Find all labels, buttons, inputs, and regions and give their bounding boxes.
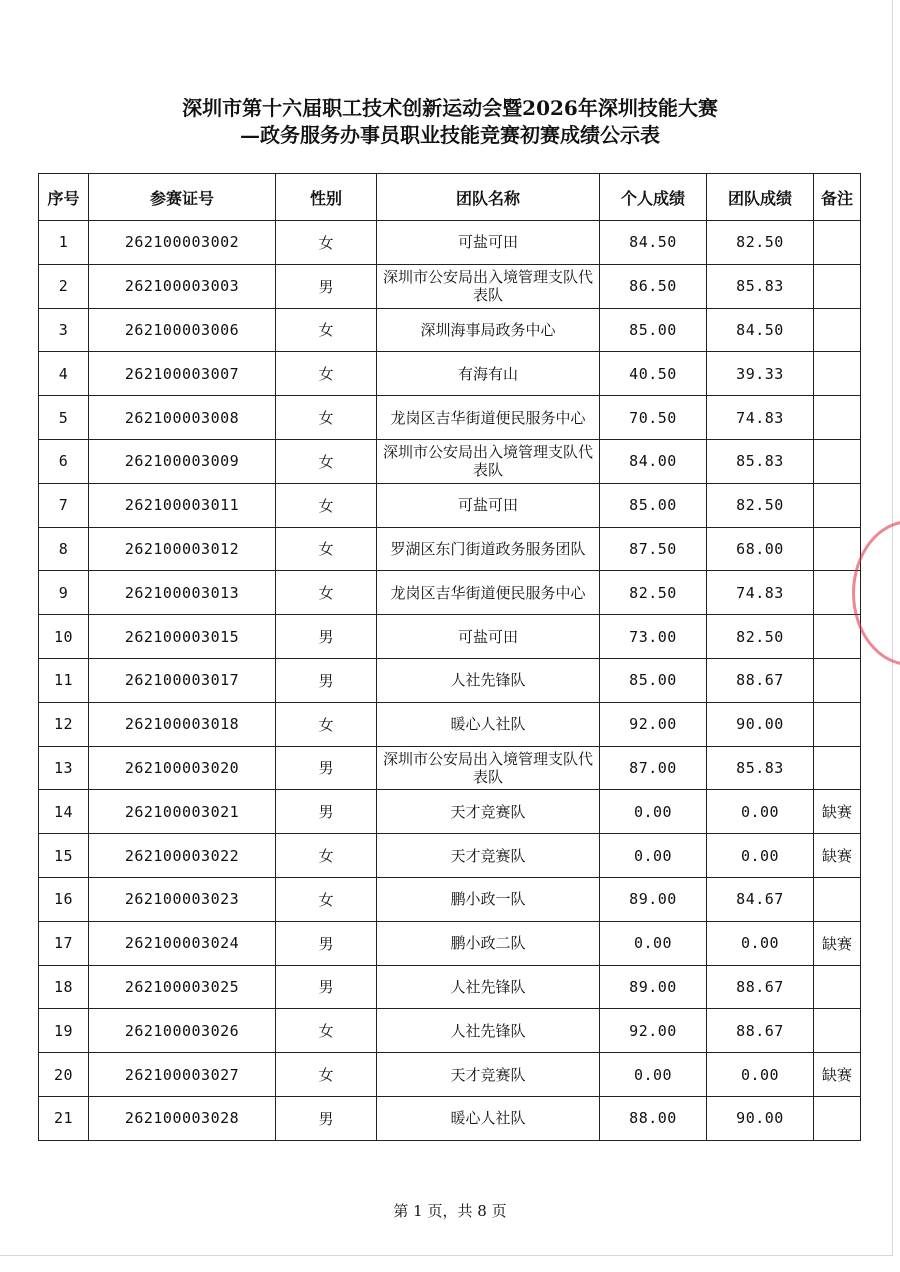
table-row [39, 1009, 861, 1053]
cell-team: 可盐可田 [377, 221, 600, 265]
cell-team-score: 0.00 [707, 834, 814, 878]
cell-team-score: 82.50 [707, 615, 814, 659]
cell-team: 可盐可田 [377, 483, 600, 527]
cell-note [814, 746, 861, 790]
cell-personal-score: 0.00 [600, 1053, 707, 1097]
cell-gender: 男 [276, 658, 377, 702]
cell-id: 262100003026 [89, 1009, 276, 1053]
cell-team-score: 84.67 [707, 877, 814, 921]
cell-no: 2 [39, 264, 89, 308]
cell-personal-score: 84.00 [600, 439, 707, 483]
cell-note: 缺赛 [814, 790, 861, 834]
cell-personal-score: 0.00 [600, 921, 707, 965]
table-row [39, 483, 861, 527]
cell-no: 5 [39, 396, 89, 440]
cell-gender: 男 [276, 921, 377, 965]
cell-id: 262100003021 [89, 790, 276, 834]
cell-note [814, 702, 861, 746]
cell-id: 262100003012 [89, 527, 276, 571]
cell-team: 人社先锋队 [377, 1009, 600, 1053]
cell-gender: 女 [276, 571, 377, 615]
cell-team-score: 39.33 [707, 352, 814, 396]
cell-gender: 女 [276, 439, 377, 483]
cell-personal-score: 89.00 [600, 965, 707, 1009]
table-row [39, 877, 861, 921]
header-personal-score: 个人成绩 [600, 174, 707, 221]
header-gender: 性别 [276, 174, 377, 221]
cell-note: 缺赛 [814, 1053, 861, 1097]
table-row [39, 790, 861, 834]
cell-team: 人社先锋队 [377, 658, 600, 702]
cell-team: 天才竞赛队 [377, 834, 600, 878]
cell-personal-score: 86.50 [600, 264, 707, 308]
table-row [39, 527, 861, 571]
cell-gender: 女 [276, 396, 377, 440]
cell-id: 262100003025 [89, 965, 276, 1009]
cell-team: 罗湖区东门街道政务服务团队 [377, 527, 600, 571]
cell-no: 20 [39, 1053, 89, 1097]
cell-gender: 男 [276, 746, 377, 790]
cell-team: 有海有山 [377, 352, 600, 396]
cell-note: 缺赛 [814, 834, 861, 878]
cell-team: 天才竞赛队 [377, 790, 600, 834]
cell-gender: 女 [276, 834, 377, 878]
cell-team-score: 85.83 [707, 264, 814, 308]
cell-team: 深圳市公安局出入境管理支队代表队 [377, 264, 600, 308]
page-footer: 第 1 页，共 8 页 [393, 1202, 507, 1220]
cell-personal-score: 88.00 [600, 1096, 707, 1140]
cell-team-score: 85.83 [707, 439, 814, 483]
cell-id: 262100003013 [89, 571, 276, 615]
cell-note [814, 264, 861, 308]
table-row [39, 221, 861, 265]
cell-no: 14 [39, 790, 89, 834]
cell-id: 262100003023 [89, 877, 276, 921]
table-row [39, 396, 861, 440]
cell-gender: 女 [276, 877, 377, 921]
cell-personal-score: 70.50 [600, 396, 707, 440]
cell-gender: 女 [276, 221, 377, 265]
cell-gender: 女 [276, 352, 377, 396]
table-row [39, 702, 861, 746]
cell-team: 龙岗区吉华街道便民服务中心 [377, 396, 600, 440]
cell-personal-score: 82.50 [600, 571, 707, 615]
cell-gender: 男 [276, 790, 377, 834]
cell-gender: 男 [276, 264, 377, 308]
cell-gender: 女 [276, 702, 377, 746]
cell-team: 天才竞赛队 [377, 1053, 600, 1097]
cell-note [814, 483, 861, 527]
cell-team: 深圳市公安局出入境管理支队代表队 [377, 439, 600, 483]
cell-team-score: 82.50 [707, 483, 814, 527]
cell-no: 13 [39, 746, 89, 790]
cell-team: 深圳海事局政务中心 [377, 308, 600, 352]
table-row [39, 921, 861, 965]
cell-personal-score: 84.50 [600, 221, 707, 265]
table-row [39, 439, 861, 483]
cell-team-score: 85.83 [707, 746, 814, 790]
cell-note [814, 308, 861, 352]
cell-note [814, 221, 861, 265]
cell-note [814, 396, 861, 440]
table-row [39, 1096, 861, 1140]
cell-gender: 女 [276, 1009, 377, 1053]
cell-team-score: 82.50 [707, 221, 814, 265]
table-row [39, 571, 861, 615]
cell-team-score: 68.00 [707, 527, 814, 571]
cell-team: 深圳市公安局出入境管理支队代表队 [377, 746, 600, 790]
cell-team-score: 0.00 [707, 1053, 814, 1097]
cell-note [814, 658, 861, 702]
cell-id: 262100003002 [89, 221, 276, 265]
cell-personal-score: 92.00 [600, 702, 707, 746]
cell-personal-score: 40.50 [600, 352, 707, 396]
cell-team-score: 84.50 [707, 308, 814, 352]
table-row [39, 264, 861, 308]
cell-team-score: 0.00 [707, 790, 814, 834]
cell-id: 262100003011 [89, 483, 276, 527]
cell-note: 缺赛 [814, 921, 861, 965]
cell-no: 21 [39, 1096, 89, 1140]
cell-team: 鹏小政一队 [377, 877, 600, 921]
cell-team: 暖心人社队 [377, 1096, 600, 1140]
cell-gender: 男 [276, 1096, 377, 1140]
cell-id: 262100003018 [89, 702, 276, 746]
cell-no: 15 [39, 834, 89, 878]
cell-team-score: 88.67 [707, 1009, 814, 1053]
cell-id: 262100003006 [89, 308, 276, 352]
cell-note [814, 439, 861, 483]
cell-team-score: 90.00 [707, 702, 814, 746]
cell-note [814, 352, 861, 396]
cell-note [814, 1096, 861, 1140]
cell-id: 262100003008 [89, 396, 276, 440]
cell-personal-score: 0.00 [600, 834, 707, 878]
cell-id: 262100003020 [89, 746, 276, 790]
cell-personal-score: 87.00 [600, 746, 707, 790]
table-row [39, 658, 861, 702]
cell-gender: 女 [276, 527, 377, 571]
table-row [39, 1053, 861, 1097]
table-row [39, 834, 861, 878]
cell-personal-score: 89.00 [600, 877, 707, 921]
cell-id: 262100003024 [89, 921, 276, 965]
cell-no: 12 [39, 702, 89, 746]
cell-no: 8 [39, 527, 89, 571]
cell-note [814, 877, 861, 921]
cell-id: 262100003009 [89, 439, 276, 483]
cell-no: 9 [39, 571, 89, 615]
cell-gender: 女 [276, 1053, 377, 1097]
table-row [39, 615, 861, 659]
cell-note [814, 571, 861, 615]
cell-id: 262100003028 [89, 1096, 276, 1140]
cell-team: 鹏小政二队 [377, 921, 600, 965]
cell-team-score: 90.00 [707, 1096, 814, 1140]
cell-gender: 女 [276, 483, 377, 527]
cell-no: 3 [39, 308, 89, 352]
table-header-row [39, 174, 861, 221]
cell-team: 可盐可田 [377, 615, 600, 659]
header-no: 序号 [39, 174, 89, 221]
cell-team-score: 74.83 [707, 396, 814, 440]
cell-team-score: 88.67 [707, 965, 814, 1009]
cell-no: 17 [39, 921, 89, 965]
cell-note [814, 965, 861, 1009]
cell-team: 暖心人社队 [377, 702, 600, 746]
score-table [38, 173, 861, 1141]
cell-team-score: 74.83 [707, 571, 814, 615]
cell-note [814, 527, 861, 571]
cell-no: 7 [39, 483, 89, 527]
cell-personal-score: 85.00 [600, 658, 707, 702]
cell-id: 262100003007 [89, 352, 276, 396]
cell-gender: 女 [276, 308, 377, 352]
cell-no: 6 [39, 439, 89, 483]
cell-no: 11 [39, 658, 89, 702]
title-line-1: 深圳市第十六届职工技术创新运动会暨2026年深圳技能大赛 [182, 96, 718, 120]
cell-id: 262100003027 [89, 1053, 276, 1097]
cell-gender: 男 [276, 965, 377, 1009]
header-id: 参赛证号 [89, 174, 276, 221]
cell-no: 1 [39, 221, 89, 265]
table-row [39, 352, 861, 396]
cell-personal-score: 73.00 [600, 615, 707, 659]
cell-no: 18 [39, 965, 89, 1009]
cell-id: 262100003022 [89, 834, 276, 878]
cell-id: 262100003015 [89, 615, 276, 659]
header-note: 备注 [814, 174, 861, 221]
document-title [0, 95, 900, 149]
cell-personal-score: 85.00 [600, 483, 707, 527]
cell-no: 19 [39, 1009, 89, 1053]
table-row [39, 746, 861, 790]
cell-team-score: 88.67 [707, 658, 814, 702]
table-row [39, 965, 861, 1009]
header-team: 团队名称 [377, 174, 600, 221]
cell-personal-score: 92.00 [600, 1009, 707, 1053]
header-team-score: 团队成绩 [707, 174, 814, 221]
cell-personal-score: 0.00 [600, 790, 707, 834]
cell-no: 4 [39, 352, 89, 396]
table-row [39, 308, 861, 352]
cell-note [814, 1009, 861, 1053]
title-line-2: —政务服务办事员职业技能竞赛初赛成绩公示表 [240, 123, 660, 147]
cell-personal-score: 85.00 [600, 308, 707, 352]
cell-team: 人社先锋队 [377, 965, 600, 1009]
cell-gender: 男 [276, 615, 377, 659]
cell-no: 16 [39, 877, 89, 921]
cell-no: 10 [39, 615, 89, 659]
cell-team: 龙岗区吉华街道便民服务中心 [377, 571, 600, 615]
cell-note [814, 615, 861, 659]
cell-team-score: 0.00 [707, 921, 814, 965]
cell-id: 262100003003 [89, 264, 276, 308]
cell-personal-score: 87.50 [600, 527, 707, 571]
cell-id: 262100003017 [89, 658, 276, 702]
